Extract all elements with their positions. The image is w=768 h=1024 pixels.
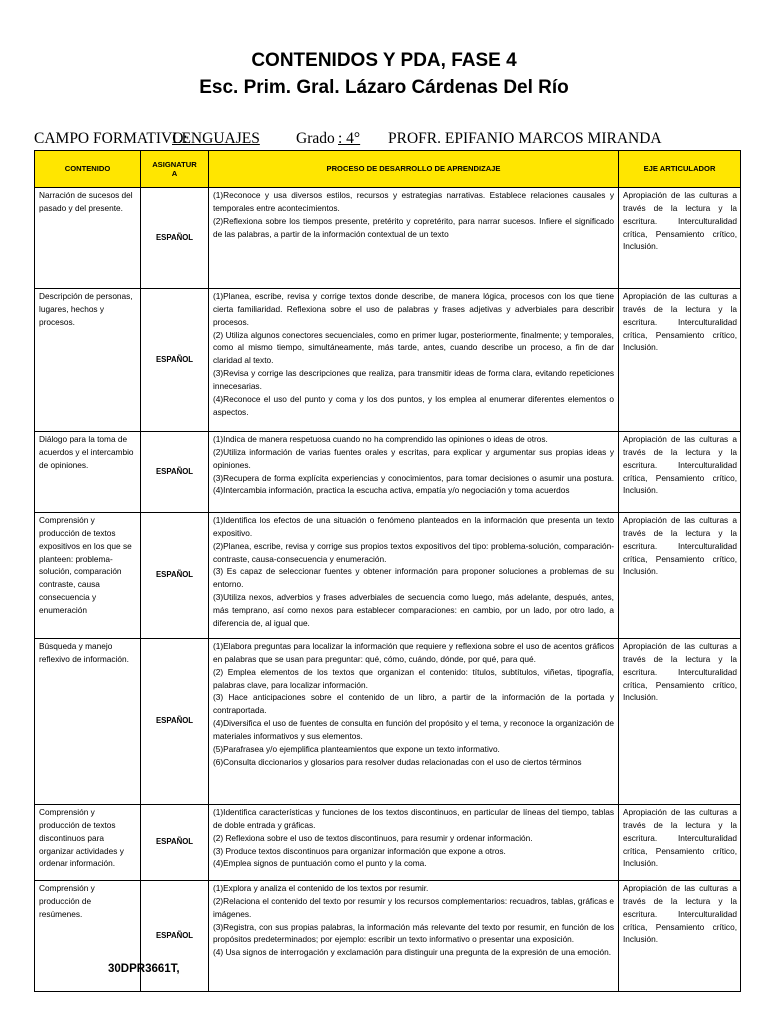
proceso-cell <box>209 432 619 513</box>
proceso-item: (3) Hace anticipaciones sobre el contenido de un libro, a partir de la información de la portada y contraportada. <box>213 692 614 716</box>
table-row <box>35 289 741 432</box>
proceso-item: (4)Emplea signos de puntuación como el punto y la coma. <box>213 858 427 869</box>
proceso-item: (1)Reconoce y usa diversos estilos, recursos y estrategias narrativas. Establece relaciones causales y temporales entre acontecimientos. <box>213 190 614 213</box>
proceso-item: (1)Elabora preguntas para localizar la información que requiere y reflexiona sobre el uso de acentos gráficos en palabras que se usan para preguntar: qué, cómo, cuándo, dónde, por qué, para qué. <box>213 641 614 664</box>
asignatura-cell: ESPAÑOL <box>141 432 209 513</box>
table-row <box>35 513 741 639</box>
asignatura-cell: ESPAÑOL <box>141 289 209 432</box>
proceso-item: (2)Relaciona el contenido del texto por resumir y los recursos complementarios: recuadros, tablas, gráficas e imágenes. <box>213 895 614 919</box>
grado-label: Grado <box>296 130 335 147</box>
content-table <box>34 150 741 992</box>
proceso-item: (1)Identifica los efectos de una situación o fenómeno planteados en la información que presenta un texto expositivo. <box>213 515 614 538</box>
table-row <box>35 805 741 881</box>
contenido-cell: Comprensión y producción de resúmenes. <box>35 881 141 992</box>
header-asignatura-line1: ASIGNATUR <box>152 159 197 169</box>
proceso-item: (5)Parafrasea y/o ejemplifica planteamientos que expone un texto informativo. <box>213 743 500 754</box>
proceso-cell <box>209 289 619 432</box>
proceso-item: (2)Utiliza información de varias fuentes orales y escritas, para explicar y argumentar sus propias ideas y opiniones. <box>213 446 614 470</box>
proceso-item: (3) Es capaz de seleccionar fuentes y obtener información para proponer soluciones a problemas de su entorno. <box>213 566 614 590</box>
grado-value: : 4° <box>338 130 361 147</box>
contenido-cell: Comprensión y producción de textos expositivos en los que se planteen: problema-solución, comparación contraste, causa consecuencia y enumeración <box>35 513 141 639</box>
proceso-item: (4) Usa signos de interrogación y exclamación para distinguir una pregunta de la expresión de una emoción. <box>213 947 612 958</box>
eje-cell: Apropiación de las culturas a través de la lectura y la escritura. Interculturalidad crítica, Pensamiento crítico, Inclusión. <box>619 432 741 513</box>
table-row <box>35 188 741 289</box>
header-asignatura <box>141 151 209 188</box>
proceso-item: (3)Recupera de forma explícita experiencias y conocimientos, para tomar decisiones o asumir una postura. (4)Intercambia información, practica la escucha activa, empatía y/o negociación y toma acuerdos <box>213 472 614 496</box>
school-name: Esc. Prim. Gral. Lázaro Cárdenas Del Río <box>199 77 569 98</box>
proceso-item: (1)Indica de manera respetuosa cuando no ha comprendido las opiniones o ideas de otros. <box>213 434 548 444</box>
eje-cell: Apropiación de las culturas a través de la lectura y la escritura. Interculturalidad crítica, Pensamiento crítico, Inclusión. <box>619 513 741 639</box>
header-proceso: PROCESO DE DESARROLLO DE APRENDIZAJE <box>209 151 619 188</box>
table-row <box>35 432 741 513</box>
proceso-item: (3) Produce textos discontinuos para organizar información que expone a otros. <box>213 845 506 856</box>
campo-label: CAMPO FORMATIVO: <box>34 130 188 147</box>
proceso-item: (1)Explora y analiza el contenido de los textos por resumir. <box>213 883 429 893</box>
header-contenido: CONTENIDO <box>35 151 141 188</box>
contenido-cell: Búsqueda y manejo reflexivo de información. <box>35 639 141 805</box>
proceso-item: (2) Utiliza algunos conectores secuenciales, como en primer lugar, posteriormente, finalmente; y temporales, como al mismo tiempo, simultáneamente, más tarde, antes, cuando describe un proceso, a fin de dar claridad al texto. <box>213 329 614 366</box>
eje-cell: Apropiación de las culturas a través de la lectura y la escritura. Interculturalidad crítica, Pensamiento crítico, Inclusión. <box>619 639 741 805</box>
asignatura-cell: ESPAÑOL <box>141 639 209 805</box>
proceso-item: (3)Utiliza nexos, adverbios y frases adverbiales de secuencia como luego, más adelante, después, antes, más temprano, así como nexos para establecer comparaciones: en cambio, por un lado, por otro lado, a diferencia de, al igual que. <box>213 592 614 628</box>
teacher-name: PROFR. EPIFANIO MARCOS MIRANDA <box>388 130 662 147</box>
proceso-cell <box>209 188 619 289</box>
asignatura-cell: ESPAÑOL <box>141 881 209 992</box>
proceso-item: (4)Diversifica el uso de fuentes de consulta en función del propósito y el tema, y reconoce la organización de materiales informativos y sus elementos. <box>213 718 614 742</box>
proceso-item: (1)Planea, escribe, revisa y corrige textos donde describe, de manera lógica, procesos con los que tiene cierta familiaridad. Reflexiona sobre el uso de palabras y frases adjetivas y adverbiales para describir procesos. <box>213 291 614 327</box>
info-line <box>34 130 754 150</box>
table-header-row <box>35 151 741 188</box>
asignatura-cell: ESPAÑOL <box>141 805 209 881</box>
asignatura-cell: ESPAÑOL <box>141 188 209 289</box>
proceso-cell <box>209 881 619 992</box>
contenido-cell: Narración de sucesos del pasado y del presente. <box>35 188 141 289</box>
contenido-cell: Descripción de personas, lugares, hechos y procesos. <box>35 289 141 432</box>
proceso-cell <box>209 805 619 881</box>
contenido-cell: Diálogo para la toma de acuerdos y el intercambio de opiniones. <box>35 432 141 513</box>
contenido-cell: Comprensión y producción de textos discontinuos para organizar actividades y ordenar información. <box>35 805 141 881</box>
proceso-item: (2) Reflexiona sobre el uso de textos discontinuos, para resumir y ordenar información. <box>213 832 533 843</box>
proceso-item: (2)Planea, escribe, revisa y corrige sus propios textos expositivos del tipo: problema-solución, comparación-contraste, causa-consecuencia y enumeración. <box>213 540 614 564</box>
proceso-item: (4)Reconoce el uso del punto y coma y los dos puntos, y los emplea al enumerar diferentes elementos o aspectos. <box>213 393 614 417</box>
proceso-item: (2) Emplea elementos de los textos que organizan el contenido: títulos, subtítulos, viñetas, tipografía, palabras clave, para localizar información. <box>213 666 614 690</box>
asignatura-cell: ESPAÑOL <box>141 513 209 639</box>
document-title: CONTENIDOS Y PDA, FASE 4 <box>251 50 517 71</box>
proceso-cell <box>209 639 619 805</box>
campo-value: LENGUAJES <box>172 130 260 147</box>
proceso-item: (3)Registra, con sus propias palabras, la información más relevante del texto por resumir, en función de los propósitos predeterminados; por ejemplo: escribir un texto informativo o presentar una exposición. <box>213 921 614 945</box>
header-asignatura-line2: A <box>171 169 178 178</box>
proceso-item: (1)Identifica características y funciones de los textos discontinuos, en particular de líneas del tiempo, tablas de doble entrada y gráficas. <box>213 807 614 830</box>
proceso-cell <box>209 513 619 639</box>
eje-cell: Apropiación de las culturas a través de la lectura y la escritura. Interculturalidad crítica, Pensamiento crítico, Inclusión. <box>619 805 741 881</box>
table-row <box>35 639 741 805</box>
proceso-item: (6)Consulta diccionarios y glosarios para resolver dudas relacionadas con el uso de ciertos términos <box>213 756 582 767</box>
proceso-item: (2)Reflexiona sobre los tiempos presente, pretérito y copretérito, para narrar sucesos. Infiere el significado de las palabras, a partir de la información contextual de un texto <box>213 215 614 239</box>
eje-cell: Apropiación de las culturas a través de la lectura y la escritura. Interculturalidad crítica, Pensamiento crítico, Inclusión. <box>619 188 741 289</box>
eje-cell: Apropiación de las culturas a través de la lectura y la escritura. Interculturalidad crítica, Pensamiento crítico, Inclusión. <box>619 289 741 432</box>
header-eje: EJE ARTICULADOR <box>619 151 741 188</box>
proceso-item: (3)Revisa y corrige las descripciones que realiza, para transmitir ideas de forma clara, evitando repeticiones innecesarias. <box>213 368 614 392</box>
school-code: 30DPR3661T, <box>108 963 180 975</box>
eje-cell: Apropiación de las culturas a través de la lectura y la escritura. Interculturalidad crítica, Pensamiento crítico, Inclusión. <box>619 881 741 992</box>
